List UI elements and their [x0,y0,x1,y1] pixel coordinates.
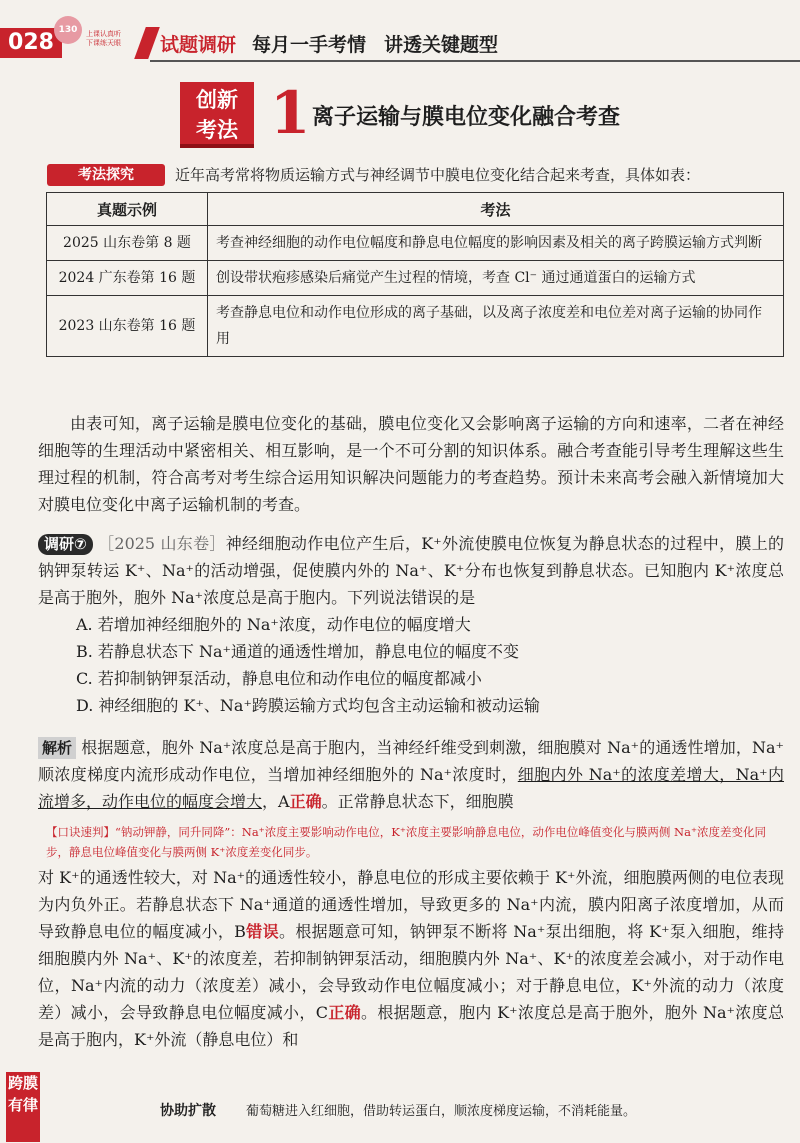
analysis-text-2: ，A [262,792,290,811]
verdict-c: 正确 [327,1003,361,1022]
header-title-2: 每月一手考情 [252,34,367,56]
page-header [0,0,800,64]
table-cell-method: 考查静息电位和动作电位形成的离子基础，以及离子浓度差和电位差对离子运输的协同作用 [208,296,784,357]
question-block [38,530,784,719]
explore-lead: 近年高考常将物质运输方式与神经调节中膜电位变化结合起来考查，具体如表： [175,166,701,184]
table-row [47,296,784,357]
verdict-a: 正确 [289,792,322,811]
analysis-label: 解析 [38,737,76,759]
section-label-line2: 考法 [196,118,238,142]
option-b: B. 若静息状态下 Na⁺通道的通透性增加，静息电位的幅度不变 [76,642,520,661]
explore-label: 考法探究 [47,164,165,186]
table-header-row [47,193,784,226]
table-cell-source: 2024 广东卷第 16 题 [47,261,208,296]
header-title-red: 试题调研 [160,34,237,56]
option-a: A. 若增加神经细胞外的 Na⁺浓度，动作电位的幅度增大 [76,615,471,634]
analysis-text-5: 。根据题意可知，钠钾泵不断将 Na⁺泵出细胞，将 K⁺泵入细胞，维持细胞膜内外 Na⁺、K⁺的浓度差，若抑制钠钾泵活动，细胞膜内外 Na⁺、K⁺的浓度差会减小，对于动作电位，Na⁺内流的动力（浓度差）减小，会导致动作电位幅度减小；对于静息电位，K⁺外流的动力（浓度差）减小，会导致静息电位幅度减小，C [38,922,784,1022]
table-cell-source: 2023 山东卷第 16 题 [47,296,208,357]
footer-side-label: 跨膜有律 [6,1072,40,1142]
section-title: 离子运输与膜电位变化融合考查 [312,105,621,130]
header-slogan-line2: 下课练天眼 [86,39,121,47]
header-slogan [86,30,138,48]
section-number: 1 [270,79,311,147]
analysis-text-4: 对 K⁺的通透性较大，对 Na⁺的通透性较小，静息电位的形成主要依赖于 K⁺外流，细胞膜两侧的电位表现为内负外正。若静息状态下 Na⁺通道的通透性增加，导致更多的 Na⁺内流，膜内阳离子浓度增加，从而导致静息电位的幅度减小，B [38,868,784,941]
analysis-text-1: 根据题意，胞外 Na⁺浓度总是高于胞内，当神经纤维受到刺激，细胞膜对 Na⁺的通透性增加，Na⁺顺浓度梯度内流形成动作电位，当增加神经细胞外的 Na⁺浓度时， [38,738,784,784]
memory-tip: 【口诀速判】“钠动钾静，同升同降”：Na⁺浓度主要影响动作电位，K⁺浓度主要影响静息电位，动作电位峰值变化与膜两侧 Na⁺浓度差变化同步，静息电位峰值变化与膜两侧 K⁺浓度差变化同步。 [46,825,767,859]
intro-paragraph-block [38,410,784,518]
header-slash-decoration [134,27,160,59]
question-label: 调研⑦ [38,534,93,555]
table-row [47,226,784,261]
option-c: C. 若抑制钠钾泵活动，静息电位和动作电位的幅度都减小 [76,669,482,688]
question-stem: 神经细胞动作电位产生后，K⁺外流使膜电位恢复为静息状态的过程中，膜上的钠钾泵转运 K⁺、Na⁺的活动增强，促使膜内外的 Na⁺、K⁺分布也恢复到静息状态。已知胞内 K⁺浓度总是高于胞外，胞外 Na⁺浓度总是高于胞内。下列说法错误的是 [38,534,784,607]
question-source: ［2025 山东卷］ [98,534,226,553]
table-cell-source: 2025 山东卷第 8 题 [47,226,208,261]
table-cell-method: 创设带状疱疹感染后痛觉产生过程的情境，考查 Cl⁻ 通过通道蛋白的运输方式 [208,261,784,296]
intro-paragraph: 由表可知，离子运输是膜电位变化的基础，膜电位变化又会影响离子运输的方向和速率，二者在神经细胞等的生理活动中紧密相关、相互影响，是一个不可分割的知识体系。融合考查能引导考生理解这些生理过程的机制，符合高考对考生综合运用知识解决问题能力的考查趋势。预计未来高考会融入新情境加大对膜电位变化中离子运输机制的考查。 [38,414,784,514]
analysis-paragraph-2 [38,864,784,1053]
header-slogan-line1: 上课认真听 [86,30,121,38]
analysis-block-1 [38,734,784,815]
analysis-text-6: 。根据题意，胞内 K⁺浓度总是高于胞外，胞外 Na⁺浓度总是高于胞内，K⁺外流（静息电位）和 [38,1003,784,1049]
section-label [180,82,254,148]
page-footer [0,1060,800,1143]
analysis-paragraph-1 [38,734,784,815]
analysis-block-2 [38,864,784,1053]
table-header-source: 真题示例 [47,193,208,226]
table-header-method: 考法 [208,193,784,226]
section-label-line1: 创新 [196,88,238,112]
option-d: D. 神经细胞的 K⁺、Na⁺跨膜运输方式均包含主动运输和被动运输 [76,696,540,715]
question-stem-paragraph [38,530,784,611]
header-title-3: 讲透关键题型 [384,34,499,56]
footer-desc: 葡萄糖进入红细胞，借助转运蛋白，顺浓度梯度运输，不消耗能量。 [246,1104,637,1119]
header-rule [150,60,800,62]
analysis-underline-1: 细胞内外 Na⁺的浓度差增大，Na⁺内流增多，动作电位的幅度会增大 [38,765,784,811]
verdict-b: 错误 [245,922,279,941]
analysis-text-3: 。正常静息状态下，细胞膜 [321,792,514,811]
page-number: 028 [0,28,62,58]
footer-term: 协助扩散 [160,1103,216,1119]
exam-table [46,192,784,357]
table-row [47,261,784,296]
badge-icon: 130 [54,16,82,44]
table-cell-method: 考查神经细胞的动作电位幅度和静息电位幅度的影响因素及相关的离子跨膜运输方式判断 [208,226,784,261]
